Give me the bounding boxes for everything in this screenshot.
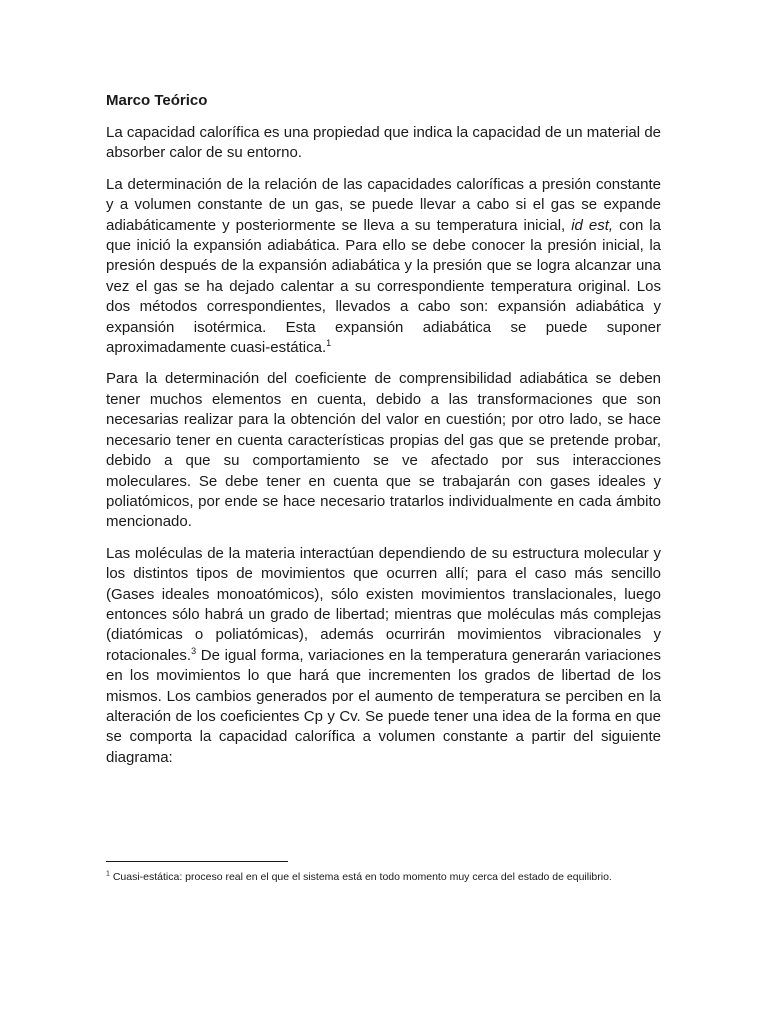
paragraph-2 bbox=[106, 175, 661, 359]
footnote-reference-3: 3 bbox=[191, 645, 197, 656]
paragraph-4-text-a: Las moléculas de la materia interactúan dependiendo de su estructura molecular y los distintos tipos de movimientos que ocurren allí; para el caso más sencillo (Gases ideales monoatómicos), sólo existen movimientos translacionales, luego entonces sólo habrá un grado de libertad; mientras que moléculas más complejas (diatómicas o poliatómicas), además ocurrirán movimientos vibracionales y rotacionales. bbox=[106, 544, 661, 664]
footnote-separator bbox=[106, 861, 288, 862]
latin-phrase-id-est: id est, bbox=[571, 216, 614, 234]
footnote-reference-1: 1 bbox=[326, 338, 332, 349]
paragraph-4-text-b: De igual forma, variaciones en la temperatura generarán variaciones en los movimientos lo que hará que incrementen los grados de libertad de los mismos. Los cambios generados por el aumento de temperatura se perciben en la alteración de los coeficientes Cp y Cv. Se puede tener una idea de la forma en que se comporta la capacidad calorífica a volumen constante a partir del siguiente diagrama: bbox=[106, 646, 661, 766]
paragraph-4 bbox=[106, 544, 661, 768]
section-heading: Marco Teórico bbox=[106, 92, 208, 109]
paragraph-1 bbox=[106, 123, 661, 164]
footnote bbox=[106, 870, 666, 884]
paragraph-3 bbox=[106, 369, 661, 532]
paragraph-3-text: Para la determinación del coeficiente de comprensibilidad adiabática se deben tener muchos elementos en cuenta, debido a las transformaciones que son necesarias realizar para la obtención del valor en cuestión; por otro lado, se hace necesario tener en cuenta características propias del gas que se pretende probar, debido a que su comportamiento se ve afectado por sus interacciones moleculares. Se debe tener en cuenta que se trabajarán con gases ideales y poliatómicos, por ende se hace necesario tratarlos individualmente en cada ámbito mencionado. bbox=[106, 370, 661, 531]
footnote-text: Cuasi-estática: proceso real en el que el sistema está en todo momento muy cerca del estado de equilibrio. bbox=[109, 871, 612, 883]
paragraph-2-text-b: con la que inició la expansión adiabática. Para ello se debe conocer la presión inicial, la presión después de la expansión adiabática y la presión que se logra alcanzar una vez el gas se ha dejado calentar a su correspondiente temperatura original. Los dos métodos correspondientes, llevados a cabo son: expansión adiabática y expansión isotérmica. Esta expansión adiabática se puede suponer aproximadamente cuasi-estática. bbox=[106, 216, 661, 357]
paragraph-1-text: La capacidad calorífica es una propiedad que indica la capacidad de un material de absorber calor de su entorno. bbox=[106, 124, 661, 162]
paragraph-2-text-a: La determinación de la relación de las capacidades caloríficas a presión constante y a volumen constante de un gas, se puede llevar a cabo si el gas se expande adiabáticamente y posteriormente se lleva a su temperatura inicial, bbox=[106, 175, 661, 234]
footnote-marker: 1 bbox=[106, 870, 110, 878]
document-body bbox=[106, 90, 661, 779]
